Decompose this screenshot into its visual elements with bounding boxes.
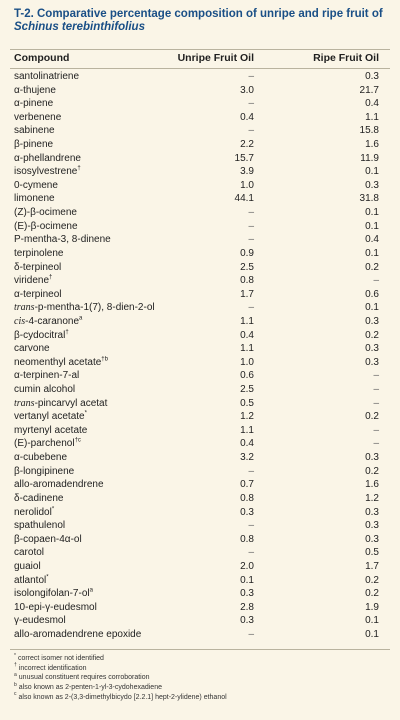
table-row — [10, 601, 390, 615]
compound-name: atlantol* — [14, 574, 49, 586]
compound-name: trans-pincarvyl acetat — [14, 397, 108, 409]
table-row — [10, 165, 390, 179]
compound-name: 10-epi-γ-eudesmol — [14, 601, 97, 613]
unripe-value: 0.4 — [240, 438, 254, 450]
header-compound: Compound — [14, 52, 70, 64]
compound-name: allo-aromadendrene epoxide — [14, 628, 142, 640]
table-row — [10, 546, 390, 560]
compound-name: α-thujene — [14, 84, 56, 96]
table-row — [10, 587, 390, 601]
ripe-value: 0.3 — [365, 356, 379, 368]
ripe-value: 0.2 — [365, 329, 379, 341]
unripe-value: – — [248, 71, 254, 82]
footnote: * correct isomer not identified — [14, 652, 104, 662]
unripe-value: – — [248, 628, 254, 640]
unripe-value: 0.8 — [240, 275, 254, 287]
compound-name: viridene† — [14, 274, 53, 287]
unripe-value: 0.3 — [240, 588, 254, 600]
table-row — [10, 329, 390, 343]
table-row — [10, 492, 390, 506]
table-row — [10, 274, 390, 288]
table-row — [10, 369, 390, 383]
compound-name: santolinatriene — [14, 71, 80, 82]
ripe-value: 0.3 — [365, 506, 379, 518]
unripe-value: 3.2 — [240, 452, 254, 464]
compound-name: carotol — [14, 547, 45, 559]
table-row — [10, 97, 390, 111]
compound-name: myrtenyl acetate — [14, 424, 88, 436]
ripe-value: 1.2 — [365, 492, 379, 504]
compound-name: (E)-β-ocimene — [14, 220, 78, 232]
table-row — [10, 220, 390, 234]
table-row — [10, 383, 390, 397]
ripe-value: 0.1 — [365, 615, 379, 627]
table-row — [10, 179, 390, 193]
ripe-value: 0.4 — [365, 98, 379, 110]
unripe-value: 15.7 — [234, 152, 254, 164]
table-title — [14, 8, 389, 34]
ripe-value: 0.3 — [365, 343, 379, 355]
ripe-value: 0.1 — [365, 302, 379, 314]
unripe-value: – — [248, 547, 254, 559]
unripe-value: – — [248, 98, 254, 110]
ripe-value: 0.2 — [365, 588, 379, 600]
unripe-value: 0.3 — [240, 506, 254, 518]
table-row — [10, 84, 390, 98]
ripe-value: 0.1 — [365, 166, 379, 178]
unripe-value: – — [248, 465, 254, 477]
table-row — [10, 247, 390, 261]
compound-name: neomenthyl acetate$^{\dagger b}$ — [14, 356, 108, 368]
ripe-value: – — [373, 370, 379, 382]
compound-name: cumin alcohol — [14, 384, 76, 396]
unripe-value: 0.9 — [240, 247, 254, 259]
unripe-value: 0.8 — [240, 492, 254, 504]
compound-name: nerolidol* — [14, 506, 55, 518]
compound-name: vertanyl acetate* — [14, 410, 87, 423]
ripe-value: 0.2 — [365, 574, 379, 586]
ripe-value: 0.1 — [365, 220, 379, 232]
compound-name: β-pinene — [14, 139, 54, 151]
header-ripe: Ripe Fruit Oil — [313, 52, 379, 64]
table-row — [10, 124, 390, 138]
unripe-value: 1.2 — [240, 411, 254, 423]
ripe-value: 31.8 — [359, 193, 379, 205]
compound-name: β-longipinene — [14, 465, 75, 477]
unripe-value: 0.4 — [240, 111, 254, 123]
table-title-prefix: T-2. Comparative percentage composition of unripe and ripe fruit of — [14, 8, 383, 20]
ripe-value: – — [373, 275, 379, 287]
unripe-value: 3.9 — [240, 166, 254, 178]
unripe-value: 1.1 — [240, 424, 254, 436]
ripe-value: 1.6 — [365, 139, 379, 151]
table-row — [10, 533, 390, 547]
unripe-value: 1.0 — [240, 179, 254, 191]
compound-name: α-phellandrene — [14, 152, 81, 164]
compound-name: (Z)-β-ocimene — [14, 207, 77, 219]
unripe-value: 0.4 — [240, 329, 254, 341]
table-row — [10, 70, 390, 84]
table-title-species: Schinus terebinthifolius — [14, 21, 145, 33]
compound-name: 0-cymene — [14, 179, 58, 191]
ripe-value: 0.1 — [365, 628, 379, 640]
table-row — [10, 451, 390, 465]
compound-name: limonene — [14, 193, 55, 205]
compound-name: cis-4-caranone$^a$ — [14, 315, 83, 327]
compound-name: δ-terpineol — [14, 261, 62, 273]
ripe-value: 0.2 — [365, 411, 379, 423]
compound-name: α-terpinen-7-al — [14, 370, 80, 382]
compound-name: trans-p-mentha-1(7), 8-dien-2-ol — [14, 302, 155, 314]
compound-name: α-pinene — [14, 98, 54, 110]
table-row — [10, 465, 390, 479]
compound-name: γ-eudesmol — [14, 615, 66, 627]
footnote: † incorrect identification — [14, 662, 87, 672]
unripe-value: 1.1 — [240, 315, 254, 327]
unripe-value: 2.5 — [240, 384, 254, 396]
unripe-value: 3.0 — [240, 84, 254, 96]
table-row — [10, 574, 390, 588]
ripe-value: 0.5 — [365, 547, 379, 559]
footnotes — [14, 654, 389, 703]
unripe-value: 2.8 — [240, 601, 254, 613]
unripe-value: – — [248, 234, 254, 246]
unripe-value: 0.7 — [240, 479, 254, 491]
table-row — [10, 628, 390, 642]
table-row — [10, 192, 390, 206]
unripe-value: 2.0 — [240, 560, 254, 572]
ripe-value: 0.1 — [365, 207, 379, 219]
unripe-value: 44.1 — [234, 193, 254, 205]
table-row — [10, 233, 390, 247]
unripe-value: – — [248, 207, 254, 219]
unripe-value: 0.1 — [240, 574, 254, 586]
table-row — [10, 138, 390, 152]
table-row — [10, 437, 390, 451]
ripe-value: 15.8 — [359, 125, 379, 137]
ripe-value: 0.3 — [365, 315, 379, 327]
ripe-value: 0.3 — [365, 533, 379, 545]
ripe-value: 0.3 — [365, 71, 379, 82]
unripe-value: 2.2 — [240, 139, 254, 151]
compound-name: spathulenol — [14, 520, 66, 532]
ripe-value: 1.7 — [365, 560, 379, 572]
ripe-value: – — [373, 384, 379, 396]
footnote-divider — [10, 649, 390, 650]
unripe-value: – — [248, 125, 254, 137]
compound-name: α-cubebene — [14, 452, 68, 464]
compound-name: δ-cadinene — [14, 492, 64, 504]
compound-name: β-copaen-4α-ol — [14, 533, 82, 545]
unripe-value: – — [248, 220, 254, 232]
table-row — [10, 152, 390, 166]
table-row — [10, 111, 390, 125]
table-row — [10, 410, 390, 424]
ripe-value: – — [373, 438, 379, 450]
unripe-value: 1.1 — [240, 343, 254, 355]
compound-name: P-mentha-3, 8-dinene — [14, 234, 111, 246]
table-row — [10, 478, 390, 492]
compound-name: allo-aromadendrene — [14, 479, 104, 491]
ripe-value: 0.4 — [365, 234, 379, 246]
compound-name: (E)-parchenol$^{\dagger c}$ — [14, 438, 81, 450]
compound-name: sabinene — [14, 125, 55, 137]
table-row — [10, 614, 390, 628]
ripe-value: – — [373, 424, 379, 436]
compound-name: guaiol — [14, 560, 41, 572]
unripe-value: 2.5 — [240, 261, 254, 273]
ripe-value: 0.2 — [365, 465, 379, 477]
unripe-value: 0.5 — [240, 397, 254, 409]
table-body — [10, 70, 390, 642]
compound-name: isosylvestrene† — [14, 165, 81, 178]
unripe-value: – — [248, 302, 254, 314]
compound-name: isolongifolan-$7-ol^a$ — [14, 587, 93, 600]
table-row — [10, 288, 390, 302]
compound-name: β-cydocitral† — [14, 329, 69, 341]
table-row — [10, 560, 390, 574]
unripe-value: 0.3 — [240, 615, 254, 627]
ripe-value: 11.9 — [360, 152, 379, 164]
table-header — [10, 49, 390, 69]
unripe-value: 1.0 — [240, 356, 254, 368]
compound-name: α-terpineol — [14, 288, 62, 300]
compound-name: verbenene — [14, 111, 62, 123]
footnote: $^b$ also known as 2-penten-1-yl-3-cydohexadiene — [14, 681, 162, 692]
header-unripe: Unripe Fruit Oil — [177, 52, 254, 64]
table-row — [10, 424, 390, 438]
ripe-value: 1.1 — [365, 111, 379, 123]
unripe-value: – — [248, 520, 254, 532]
compound-name: terpinolene — [14, 247, 64, 259]
unripe-value: 1.7 — [240, 288, 254, 300]
unripe-value: 0.6 — [240, 370, 254, 382]
ripe-value: 0.3 — [365, 452, 379, 464]
ripe-value: 1.9 — [365, 601, 379, 613]
ripe-value: 0.1 — [365, 247, 379, 259]
ripe-value: 0.2 — [365, 261, 379, 273]
footnote: $^c$ also known as 2-(3,3-dimethylbicydo [2.2.1] hept-2-ylidene) ethanol — [14, 691, 227, 701]
ripe-value: – — [373, 397, 379, 409]
ripe-value: 0.6 — [365, 288, 379, 300]
ripe-value: 21.7 — [359, 84, 379, 96]
compound-name: carvone — [14, 343, 50, 355]
table-row — [10, 506, 390, 520]
table-row — [10, 356, 390, 370]
table-row — [10, 519, 390, 533]
unripe-value: 0.8 — [240, 533, 254, 545]
table-row — [10, 342, 390, 356]
table-row — [10, 261, 390, 275]
ripe-value: 0.3 — [365, 520, 379, 532]
table-row — [10, 301, 390, 315]
ripe-value: 0.3 — [365, 179, 379, 191]
footnote: $^a$ unusual constituent requires corroboration — [14, 672, 150, 682]
table-row — [10, 206, 390, 220]
ripe-value: 1.6 — [365, 479, 379, 491]
table-row — [10, 397, 390, 411]
table-row — [10, 315, 390, 329]
